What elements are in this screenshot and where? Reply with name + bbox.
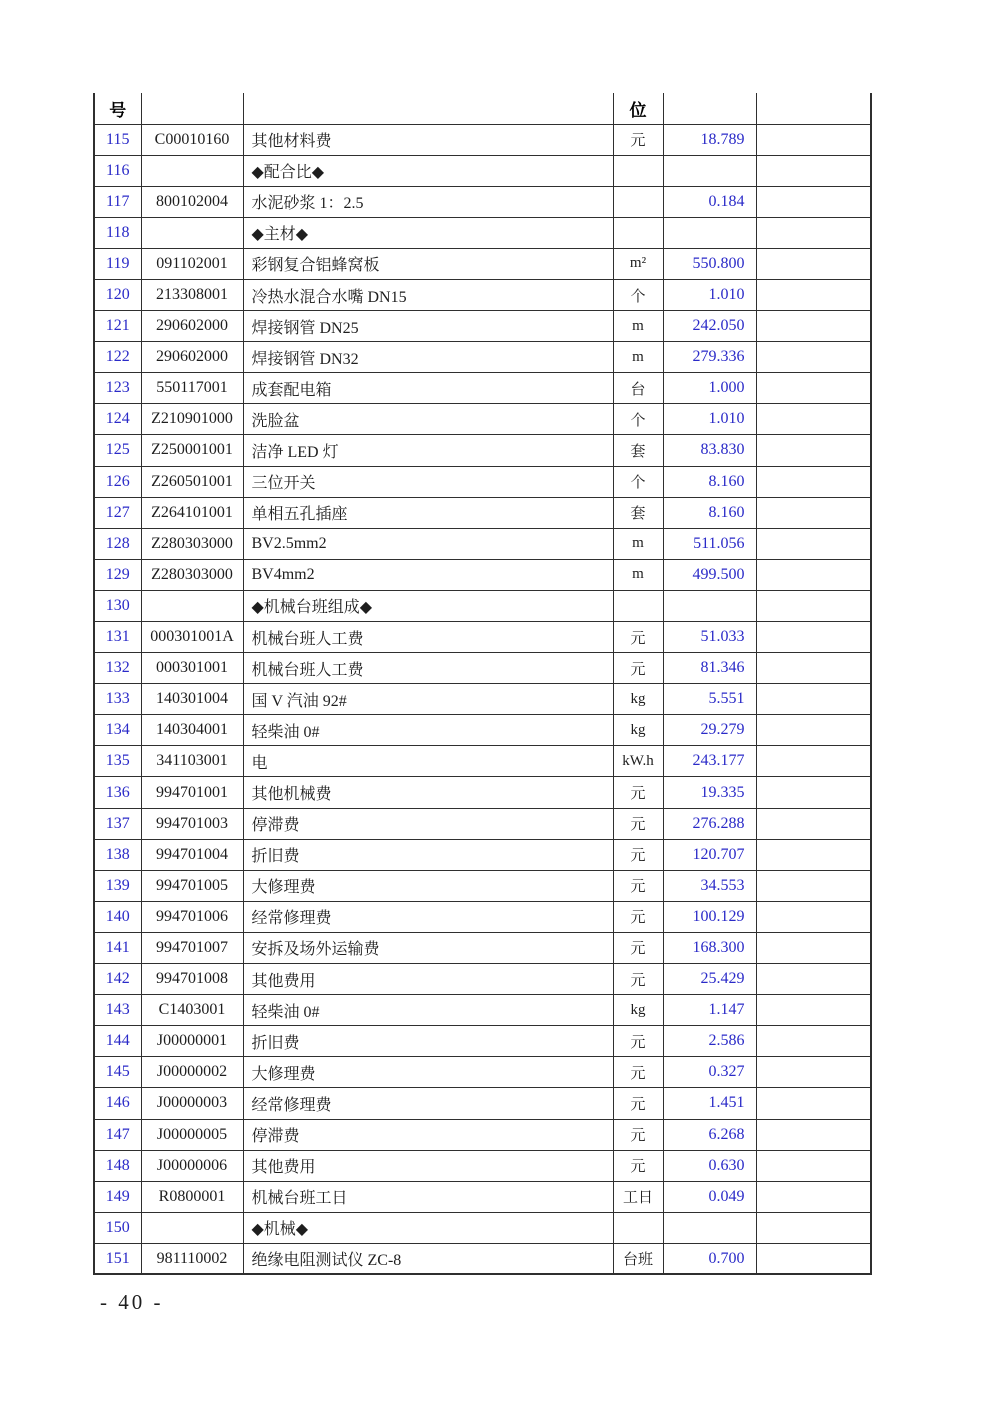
header-unit: 位 [613,93,663,124]
table-row [94,1119,871,1150]
table-row [94,622,871,653]
cell-name: BV2.5mm2 [243,528,613,559]
cell-code: 000301001A [141,622,243,653]
cell-value: 279.336 [663,342,756,373]
cell-name: 国 V 汽油 92# [243,684,613,715]
table-row [94,808,871,839]
cell-row-number: 123 [94,373,141,404]
cell-unit: m [613,559,663,590]
cell-extra [756,1057,871,1088]
cell-name: 冷热水混合水嘴 DN15 [243,279,613,310]
cell-unit [613,590,663,621]
cell-value: 1.451 [663,1088,756,1119]
cell-value: 120.707 [663,839,756,870]
cell-value: 5.551 [663,684,756,715]
cell-extra [756,653,871,684]
cell-code: Z264101001 [141,497,243,528]
cell-unit: kg [613,684,663,715]
page-number: - 40 - [100,1290,164,1314]
table-row [94,1243,871,1274]
table-row [94,217,871,248]
cell-value: 550.800 [663,248,756,279]
cell-name: 折旧费 [243,839,613,870]
cell-value: 243.177 [663,746,756,777]
cell-extra [756,1119,871,1150]
cell-extra [756,528,871,559]
cell-code: 550117001 [141,373,243,404]
cell-unit: 元 [613,653,663,684]
cell-extra [756,342,871,373]
cell-extra [756,124,871,155]
cell-unit: m [613,342,663,373]
cell-row-number: 132 [94,653,141,684]
cell-unit: 套 [613,497,663,528]
cell-unit: 元 [613,622,663,653]
cell-row-number: 144 [94,1026,141,1057]
cell-unit [613,1212,663,1243]
cell-name: 焊接钢管 DN32 [243,342,613,373]
cell-code: C00010160 [141,124,243,155]
cell-code: 290602000 [141,342,243,373]
cell-value: 8.160 [663,466,756,497]
cell-name: 其他费用 [243,964,613,995]
cost-table-wrap [93,93,870,1275]
cell-code [141,217,243,248]
cell-unit: 元 [613,1150,663,1181]
cell-row-number: 131 [94,622,141,653]
cell-code: 994701003 [141,808,243,839]
cell-name: 安拆及场外运输费 [243,932,613,963]
cell-row-number: 136 [94,777,141,808]
cell-code: 994701001 [141,777,243,808]
cell-extra [756,808,871,839]
cell-unit: kg [613,715,663,746]
cell-name: BV4mm2 [243,559,613,590]
cell-code: 981110002 [141,1243,243,1274]
table-row [94,1150,871,1181]
table-row [94,684,871,715]
cell-code: 140301004 [141,684,243,715]
cell-code: 341103001 [141,746,243,777]
cell-value: 25.429 [663,964,756,995]
cell-extra [756,466,871,497]
cell-unit: 元 [613,839,663,870]
table-row [94,342,871,373]
cell-row-number: 147 [94,1119,141,1150]
cell-unit: kW.h [613,746,663,777]
cell-name: 机械台班人工费 [243,653,613,684]
cell-name: 其他费用 [243,1150,613,1181]
table-row [94,404,871,435]
cell-code: 800102004 [141,186,243,217]
cell-code: Z210901000 [141,404,243,435]
header-no: 号 [94,93,141,124]
cell-value: 0.049 [663,1181,756,1212]
cell-code: J00000002 [141,1057,243,1088]
cell-code: 994701008 [141,964,243,995]
cell-row-number: 133 [94,684,141,715]
cell-unit: 元 [613,1026,663,1057]
table-row [94,311,871,342]
cell-name: 成套配电箱 [243,373,613,404]
table-row [94,466,871,497]
cell-name: 大修理费 [243,1057,613,1088]
table-row [94,435,871,466]
cell-extra [756,1150,871,1181]
cell-extra [756,435,871,466]
cell-value: 0.184 [663,186,756,217]
cell-unit: 台班 [613,1243,663,1274]
cell-row-number: 150 [94,1212,141,1243]
cell-row-number: 151 [94,1243,141,1274]
cell-row-number: 121 [94,311,141,342]
cell-row-number: 149 [94,1181,141,1212]
table-row [94,901,871,932]
cell-extra [756,684,871,715]
cell-extra [756,279,871,310]
cell-unit: 元 [613,901,663,932]
table-row [94,124,871,155]
cell-code: C1403001 [141,995,243,1026]
cell-extra [756,901,871,932]
cell-row-number: 135 [94,746,141,777]
table-row [94,373,871,404]
cell-extra [756,1088,871,1119]
cell-value: 100.129 [663,901,756,932]
cell-unit [613,217,663,248]
cell-code: 994701004 [141,839,243,870]
table-row [94,497,871,528]
cell-name: 单相五孔插座 [243,497,613,528]
cell-unit: 元 [613,124,663,155]
cell-name: ◆机械◆ [243,1212,613,1243]
cell-code: 290602000 [141,311,243,342]
cell-name: 轻柴油 0# [243,715,613,746]
cell-row-number: 122 [94,342,141,373]
table-row [94,995,871,1026]
cell-value [663,155,756,186]
cell-name: 大修理费 [243,870,613,901]
cell-code: 213308001 [141,279,243,310]
table-row [94,653,871,684]
cell-code: J00000005 [141,1119,243,1150]
cell-code [141,590,243,621]
table-row [94,1026,871,1057]
cell-code [141,155,243,186]
cell-unit: 元 [613,932,663,963]
cell-name: 其他材料费 [243,124,613,155]
cell-unit: 个 [613,279,663,310]
cell-name: 折旧费 [243,1026,613,1057]
cell-name: 三位开关 [243,466,613,497]
cell-unit: 台 [613,373,663,404]
cell-extra [756,1212,871,1243]
cell-name: 停滞费 [243,1119,613,1150]
table-row [94,279,871,310]
cell-extra [756,870,871,901]
cell-unit: m [613,528,663,559]
cell-row-number: 118 [94,217,141,248]
cell-extra [756,1026,871,1057]
cell-value: 1.000 [663,373,756,404]
cell-value: 0.327 [663,1057,756,1088]
cell-unit: m² [613,248,663,279]
cell-name: 机械台班人工费 [243,622,613,653]
cell-unit: 元 [613,1057,663,1088]
cell-extra [756,715,871,746]
cell-extra [756,1243,871,1274]
cell-row-number: 128 [94,528,141,559]
cell-name: 停滞费 [243,808,613,839]
cell-row-number: 142 [94,964,141,995]
cell-unit: 元 [613,964,663,995]
cell-unit: 工日 [613,1181,663,1212]
cell-name: ◆主材◆ [243,217,613,248]
cell-unit [613,186,663,217]
cell-value: 1.010 [663,279,756,310]
header-value [663,93,756,124]
cell-name: 其他机械费 [243,777,613,808]
cell-row-number: 148 [94,1150,141,1181]
cell-extra [756,559,871,590]
cell-code [141,1212,243,1243]
table-row [94,746,871,777]
table-row [94,248,871,279]
cell-row-number: 138 [94,839,141,870]
cell-extra [756,932,871,963]
cell-value: 1.010 [663,404,756,435]
cell-row-number: 120 [94,279,141,310]
cell-row-number: 115 [94,124,141,155]
cell-name: 电 [243,746,613,777]
cell-name: 机械台班工日 [243,1181,613,1212]
table-row [94,964,871,995]
cell-value: 51.033 [663,622,756,653]
table-body [94,124,871,1274]
cell-unit: 套 [613,435,663,466]
cell-value: 499.500 [663,559,756,590]
cell-unit: 元 [613,777,663,808]
cell-code: 140304001 [141,715,243,746]
cell-row-number: 140 [94,901,141,932]
cell-code: 091102001 [141,248,243,279]
cell-code: 000301001 [141,653,243,684]
header-name [243,93,613,124]
header-code [141,93,243,124]
cell-unit [613,155,663,186]
cell-row-number: 139 [94,870,141,901]
cell-row-number: 125 [94,435,141,466]
cell-name: 彩钢复合铝蜂窝板 [243,248,613,279]
cell-name: ◆配合比◆ [243,155,613,186]
cell-value: 0.630 [663,1150,756,1181]
cell-row-number: 143 [94,995,141,1026]
cell-extra [756,1181,871,1212]
cell-extra [756,995,871,1026]
table-row [94,1212,871,1243]
cell-code: R0800001 [141,1181,243,1212]
table-row [94,839,871,870]
cell-row-number: 124 [94,404,141,435]
table-row [94,1181,871,1212]
table-row [94,1088,871,1119]
cell-value: 168.300 [663,932,756,963]
cell-value [663,590,756,621]
cell-code: Z280303000 [141,528,243,559]
table-row [94,777,871,808]
cell-unit: 元 [613,808,663,839]
cell-extra [756,622,871,653]
cell-value: 276.288 [663,808,756,839]
cell-extra [756,311,871,342]
cell-row-number: 126 [94,466,141,497]
cell-value: 18.789 [663,124,756,155]
cell-extra [756,777,871,808]
cell-code: 994701007 [141,932,243,963]
cell-value: 81.346 [663,653,756,684]
cell-extra [756,248,871,279]
cell-value: 2.586 [663,1026,756,1057]
table-row [94,932,871,963]
cell-name: 经常修理费 [243,1088,613,1119]
cell-value: 1.147 [663,995,756,1026]
cell-code: 994701005 [141,870,243,901]
cell-row-number: 119 [94,248,141,279]
cell-value: 34.553 [663,870,756,901]
cell-name: 洗脸盆 [243,404,613,435]
table-row [94,870,871,901]
cell-value [663,217,756,248]
cell-extra [756,217,871,248]
cell-unit: 个 [613,466,663,497]
cell-code: Z260501001 [141,466,243,497]
cell-name: 轻柴油 0# [243,995,613,1026]
cell-value: 511.056 [663,528,756,559]
cell-unit: 个 [613,404,663,435]
table-row [94,186,871,217]
table-row [94,559,871,590]
cell-row-number: 127 [94,497,141,528]
table-row [94,528,871,559]
cell-name: 水泥砂浆 1：2.5 [243,186,613,217]
cell-row-number: 130 [94,590,141,621]
table-row [94,715,871,746]
cost-table [93,93,872,1275]
cell-code: 994701006 [141,901,243,932]
header-row [94,93,871,124]
cell-value: 83.830 [663,435,756,466]
cell-name: 绝缘电阻测试仪 ZC-8 [243,1243,613,1274]
cell-value: 8.160 [663,497,756,528]
cell-extra [756,155,871,186]
cell-extra [756,590,871,621]
cell-value: 242.050 [663,311,756,342]
cell-extra [756,964,871,995]
cell-unit: 元 [613,1119,663,1150]
cell-row-number: 134 [94,715,141,746]
cell-extra [756,497,871,528]
cell-row-number: 145 [94,1057,141,1088]
cell-extra [756,373,871,404]
cell-row-number: 146 [94,1088,141,1119]
cell-extra [756,404,871,435]
cell-code: Z250001001 [141,435,243,466]
cell-code: J00000003 [141,1088,243,1119]
cell-unit: 元 [613,870,663,901]
table-row [94,590,871,621]
cell-extra [756,746,871,777]
cell-name: 焊接钢管 DN25 [243,311,613,342]
cell-unit: kg [613,995,663,1026]
table-row [94,155,871,186]
cell-code: J00000006 [141,1150,243,1181]
cell-row-number: 117 [94,186,141,217]
cell-row-number: 141 [94,932,141,963]
cell-row-number: 129 [94,559,141,590]
cell-value: 6.268 [663,1119,756,1150]
table-row [94,1057,871,1088]
cell-unit: m [613,311,663,342]
cell-name: 洁净 LED 灯 [243,435,613,466]
cell-code: Z280303000 [141,559,243,590]
cell-extra [756,839,871,870]
cell-unit: 元 [613,1088,663,1119]
cell-value: 29.279 [663,715,756,746]
cell-code: J00000001 [141,1026,243,1057]
cell-value: 0.700 [663,1243,756,1274]
header-extra [756,93,871,124]
cell-extra [756,186,871,217]
cell-row-number: 137 [94,808,141,839]
cell-name: ◆机械台班组成◆ [243,590,613,621]
cell-value [663,1212,756,1243]
cell-row-number: 116 [94,155,141,186]
cell-name: 经常修理费 [243,901,613,932]
cell-value: 19.335 [663,777,756,808]
